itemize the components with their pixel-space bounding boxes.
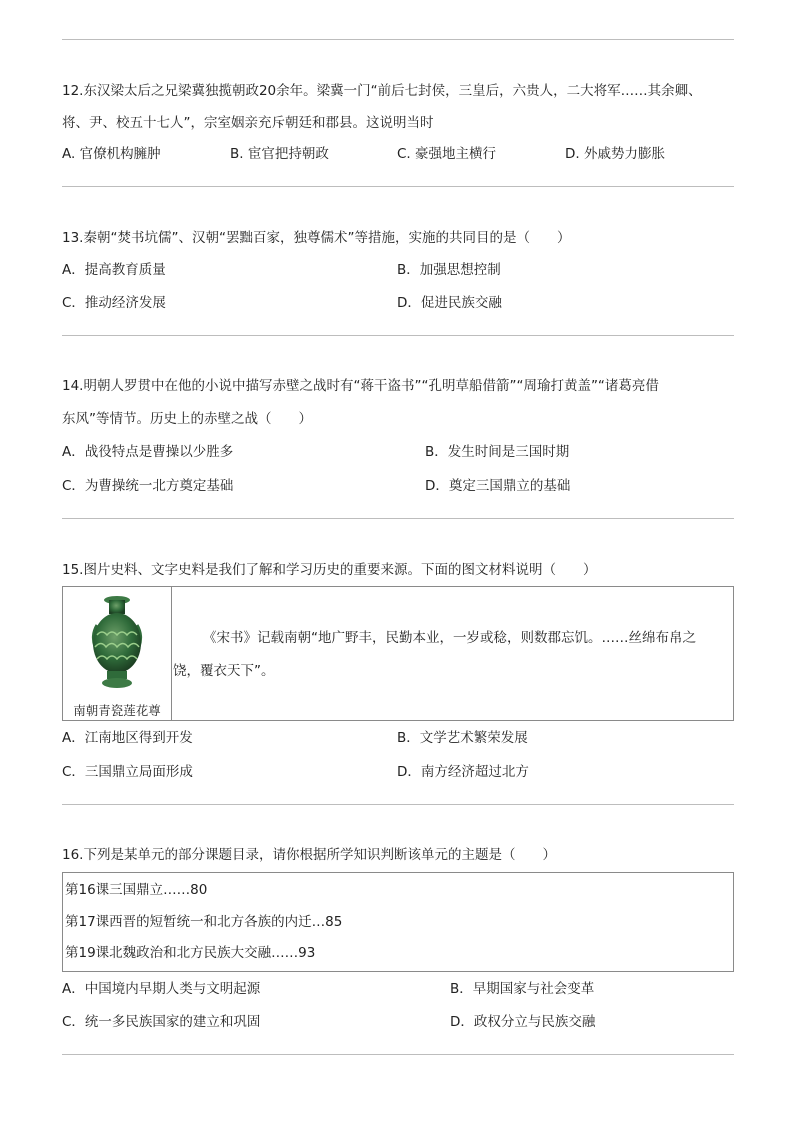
question-16-option-a[interactable]: A．中国境内早期人类与文明起源: [62, 981, 261, 997]
question-16-option-d[interactable]: D．政权分立与民族交融: [450, 1014, 596, 1030]
question-13-option-c[interactable]: C．推动经济发展: [62, 295, 166, 311]
image-caption: 南朝青瓷莲花尊: [73, 703, 161, 718]
question-14-stem-line2: 东风”等情节。历史上的赤壁之战（ ）: [62, 411, 312, 427]
question-12-stem-line1: 12.东汉梁太后之兄梁冀独揽朝政20余年。梁冀一门“前后七封侯，三皇后，六贵人，二大将军……其余卿、: [62, 83, 702, 99]
question-14-option-b[interactable]: B．发生时间是三国时期: [425, 444, 570, 460]
question-13-option-a[interactable]: A．提高教育质量: [62, 262, 166, 278]
question-13-option-b[interactable]: B．加强思想控制: [397, 262, 501, 278]
question-14-stem-line1: 14.明朝人罗贯中在他的小说中描写赤壁之战时有“蒋干盗书”“孔明草船借箭”“周瑜打黄盖”“诸葛亮借: [62, 378, 659, 394]
divider: [62, 335, 734, 336]
question-14-option-a[interactable]: A．战役特点是曹操以少胜多: [62, 444, 234, 460]
table-divider: [171, 587, 172, 720]
question-15-option-b[interactable]: B．文学艺术繁荣发展: [397, 730, 528, 746]
question-16-stem: 16.下列是某单元的部分课题目录，请你根据所学知识判断该单元的主题是（ ）: [62, 847, 556, 863]
divider: [62, 804, 734, 805]
question-15-stem: 15.图片史料、文字史料是我们了解和学习历史的重要来源。下面的图文材料说明（ ）: [62, 562, 597, 578]
question-14-option-c[interactable]: C．为曹操统一北方奠定基础: [62, 478, 234, 494]
question-14-option-d[interactable]: D．奠定三国鼎立的基础: [425, 478, 571, 494]
question-12-option-b[interactable]: B. 宦官把持朝政: [230, 146, 329, 162]
divider: [62, 1054, 734, 1055]
quote-line2: 饶，覆衣天下”。: [173, 663, 275, 679]
toc-item: 第19课北魏政治和北方民族大交融……93: [65, 945, 316, 961]
divider: [62, 39, 734, 40]
question-15-option-a[interactable]: A．江南地区得到开发: [62, 730, 193, 746]
toc-item: 第17课西晋的短暂统一和北方各族的内迁…85: [65, 914, 343, 930]
question-15-option-c[interactable]: C．三国鼎立局面形成: [62, 764, 193, 780]
toc-item: 第16课三国鼎立……80: [65, 882, 208, 898]
question-16-option-b[interactable]: B．早期国家与社会变革: [450, 981, 595, 997]
question-12-option-c[interactable]: C. 豪强地主横行: [397, 146, 497, 162]
divider: [62, 186, 734, 187]
quote-line1: 《宋书》记载南朝“地广野丰，民勤本业，一岁或稔，则数郡忘饥。……丝绵布帛之: [203, 630, 696, 646]
divider: [62, 518, 734, 519]
question-16-option-c[interactable]: C．统一多民族国家的建立和巩固: [62, 1014, 261, 1030]
question-12-option-d[interactable]: D. 外戚势力膨胀: [565, 146, 665, 162]
question-13-stem: 13.秦朝“焚书坑儒”、汉朝“罢黜百家，独尊儒术”等措施，实施的共同目的是（ ）: [62, 230, 571, 246]
toc-box: [62, 872, 734, 972]
source-material-table: [62, 586, 734, 721]
question-13-option-d[interactable]: D．促进民族交融: [397, 295, 502, 311]
celadon-lotus-vase-image: [87, 595, 147, 691]
question-15-option-d[interactable]: D．南方经济超过北方: [397, 764, 529, 780]
question-12-stem-line2: 将、尹、校五十七人”，宗室姻亲充斥朝廷和郡县。这说明当时: [62, 115, 434, 131]
question-12-option-a[interactable]: A. 官僚机构臃肿: [62, 146, 161, 162]
